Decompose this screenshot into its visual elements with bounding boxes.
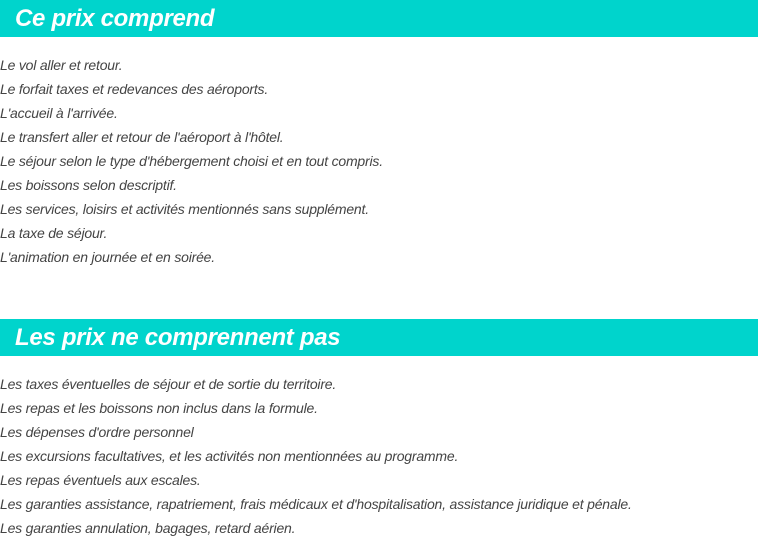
list-item: Le vol aller et retour. — [0, 57, 123, 73]
list-item: La taxe de séjour. — [0, 225, 108, 241]
list-item: Les garanties annulation, bagages, retard aérien. — [0, 520, 296, 536]
list-item: Le forfait taxes et redevances des aéroports. — [0, 81, 269, 97]
list-item: Les taxes éventuelles de séjour et de sortie du territoire. — [0, 376, 337, 392]
list-item: L'accueil à l'arrivée. — [0, 105, 118, 121]
section-title-not-included: Les prix ne comprennent pas — [0, 319, 758, 356]
included-list — [0, 53, 383, 269]
list-item: Le séjour selon le type d'hébergement choisi et en tout compris. — [0, 153, 383, 169]
not-included-list — [0, 372, 632, 540]
list-item: Les boissons selon descriptif. — [0, 177, 177, 193]
list-item: Les garanties assistance, rapatriement, frais médicaux et d'hospitalisation, assistance juridique et pénale. — [0, 496, 632, 512]
list-item: Le transfert aller et retour de l'aéroport à l'hôtel. — [0, 129, 284, 145]
list-item: L'animation en journée et en soirée. — [0, 249, 215, 265]
section-title-included: Ce prix comprend — [0, 0, 758, 37]
list-item: Les dépenses d'ordre personnel — [0, 424, 194, 440]
list-item: Les services, loisirs et activités mentionnés sans supplément. — [0, 201, 369, 217]
list-item: Les excursions facultatives, et les activités non mentionnées au programme. — [0, 448, 459, 464]
list-item: Les repas et les boissons non inclus dans la formule. — [0, 400, 318, 416]
list-item: Les repas éventuels aux escales. — [0, 472, 201, 488]
